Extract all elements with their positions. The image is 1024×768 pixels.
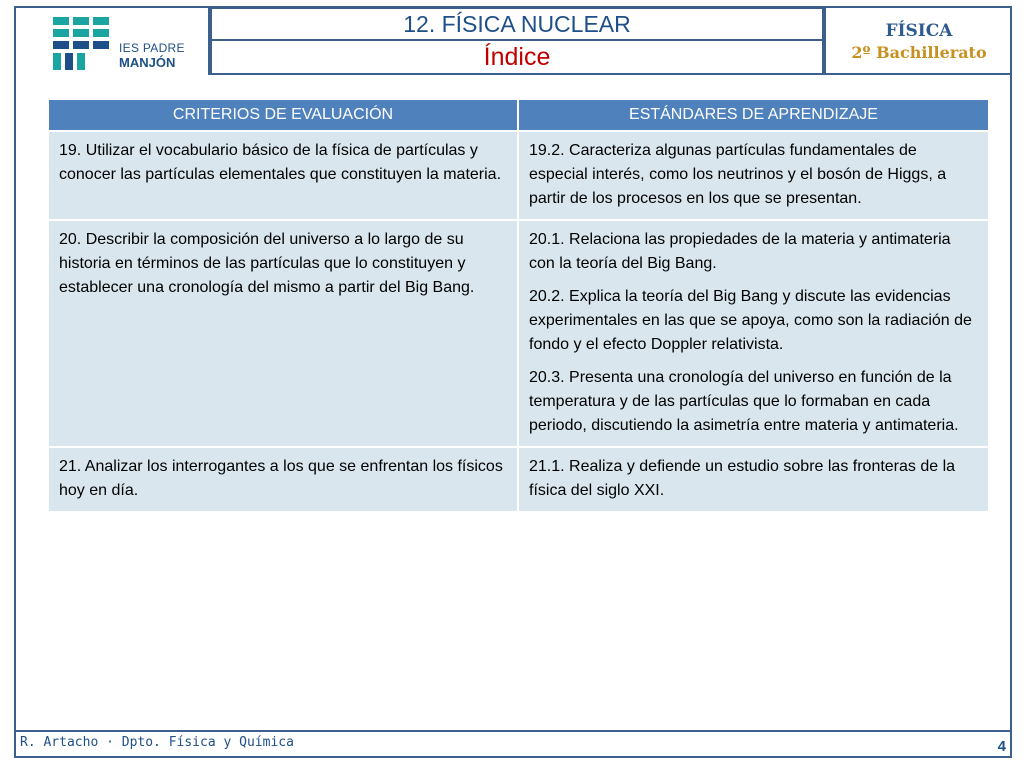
school-logo — [14, 6, 210, 75]
header-criteria: CRITERIOS DE EVALUACIÓN — [49, 100, 517, 130]
criteria-table — [47, 98, 990, 513]
course-label: 2º Bachillerato — [851, 43, 987, 62]
slide-title: 12. FÍSICA NUCLEAR — [210, 7, 824, 41]
footer-author: R. Artacho · Dpto. Física y Química — [20, 735, 294, 750]
standard-item: 20.3. Presenta una cronología del universo en función de la temperatura y de las partículas que lo formaban en cada periodo, discutiendo la asimetría entre materia y antimateria. — [529, 369, 959, 434]
standard-item: 21.1. Realiza y defiende un estudio sobre las fronteras de la física del siglo XXI. — [529, 458, 956, 499]
logo-grid-icon — [53, 17, 109, 70]
standards-cell — [519, 221, 988, 446]
table-header-row — [49, 100, 988, 130]
footer-divider — [14, 730, 1012, 732]
standards-cell — [519, 132, 988, 219]
table-row — [49, 132, 988, 219]
standard-item: 20.1. Relaciona las propiedades de la materia y antimateria con la teoría del Big Bang. — [529, 231, 951, 272]
criterion-cell: 20. Describir la composición del universo a lo largo de su historia en términos de las partículas que lo constituyen y establecer una cronología del mismo a partir del Big Bang. — [49, 221, 517, 446]
slide-subtitle: Índice — [210, 41, 824, 75]
criterion-cell: 19. Utilizar el vocabulario básico de la física de partículas y conocer las partículas elementales que constituyen la materia. — [49, 132, 517, 219]
page-number: 4 — [997, 738, 1006, 755]
logo-text-line1: IES PADRE — [119, 41, 185, 55]
subject-box — [824, 7, 1012, 75]
logo-text-line2: MANJÓN — [119, 55, 176, 70]
table-row — [49, 221, 988, 446]
table-row — [49, 448, 988, 511]
criterion-cell: 21. Analizar los interrogantes a los que se enfrentan los físicos hoy en día. — [49, 448, 517, 511]
standard-item: 20.2. Explica la teoría del Big Bang y discute las evidencias experimentales en las que se apoya, como son la radiación de fondo y el efecto Doppler relativista. — [529, 288, 972, 353]
header-standards: ESTÁNDARES DE APRENDIZAJE — [519, 100, 988, 130]
standard-item: 19.2. Caracteriza algunas partículas fundamentales de especial interés, como los neutrinos y el bosón de Higgs, a partir de los procesos en los que se presentan. — [529, 142, 947, 207]
subject-label: FÍSICA — [885, 21, 953, 41]
standards-cell — [519, 448, 988, 511]
